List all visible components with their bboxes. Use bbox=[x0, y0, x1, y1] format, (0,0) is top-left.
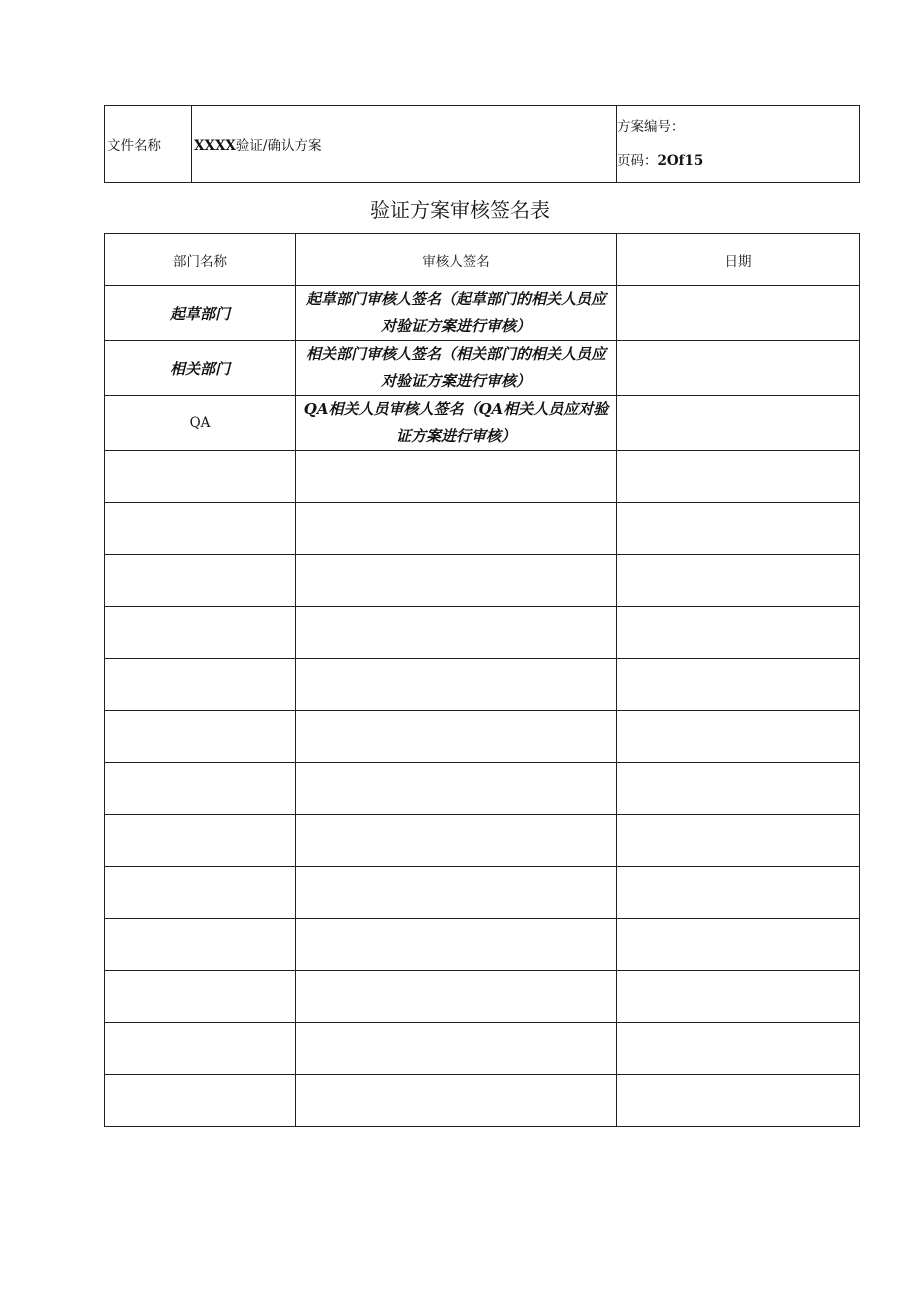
page-value: 2Of15 bbox=[657, 153, 704, 169]
blank-table-row bbox=[105, 503, 860, 555]
file-name-text: 验证/确认方案 bbox=[235, 138, 322, 154]
blank-date-cell[interactable] bbox=[617, 711, 860, 763]
blank-date-cell[interactable] bbox=[617, 555, 860, 607]
blank-signature-cell[interactable] bbox=[296, 763, 617, 815]
signature-cell[interactable]: QA相关人员审核人签名（QA相关人员应对验证方案进行审核） bbox=[296, 396, 617, 451]
date-cell[interactable] bbox=[617, 286, 860, 341]
column-header-date: 日期 bbox=[617, 234, 860, 286]
table-row bbox=[105, 396, 860, 451]
blank-date-cell[interactable] bbox=[617, 607, 860, 659]
blank-signature-cell[interactable] bbox=[296, 919, 617, 971]
file-name-code: XXXX bbox=[194, 138, 236, 154]
blank-signature-cell[interactable] bbox=[296, 971, 617, 1023]
blank-table-row bbox=[105, 1075, 860, 1127]
blank-department-cell[interactable] bbox=[105, 763, 296, 815]
department-cell: 起草部门 bbox=[105, 286, 296, 341]
blank-date-cell[interactable] bbox=[617, 971, 860, 1023]
blank-signature-cell[interactable] bbox=[296, 815, 617, 867]
date-cell[interactable] bbox=[617, 341, 860, 396]
file-name-label: 文件名称 bbox=[105, 106, 192, 183]
blank-signature-cell[interactable] bbox=[296, 867, 617, 919]
column-header-signature: 审核人签名 bbox=[296, 234, 617, 286]
page-label: 页码： bbox=[617, 153, 658, 169]
signature-cell[interactable]: 起草部门审核人签名（起草部门的相关人员应对验证方案进行审核） bbox=[296, 286, 617, 341]
file-name-value bbox=[192, 106, 617, 183]
blank-date-cell[interactable] bbox=[617, 763, 860, 815]
document-header-table bbox=[104, 105, 860, 183]
blank-signature-cell[interactable] bbox=[296, 659, 617, 711]
blank-table-row bbox=[105, 451, 860, 503]
blank-table-row bbox=[105, 867, 860, 919]
blank-date-cell[interactable] bbox=[617, 451, 860, 503]
blank-department-cell[interactable] bbox=[105, 711, 296, 763]
blank-signature-cell[interactable] bbox=[296, 607, 617, 659]
blank-table-row bbox=[105, 607, 860, 659]
blank-table-row bbox=[105, 815, 860, 867]
blank-department-cell[interactable] bbox=[105, 1075, 296, 1127]
blank-table-row bbox=[105, 1023, 860, 1075]
blank-department-cell[interactable] bbox=[105, 1023, 296, 1075]
blank-department-cell[interactable] bbox=[105, 503, 296, 555]
blank-table-row bbox=[105, 555, 860, 607]
blank-date-cell[interactable] bbox=[617, 1023, 860, 1075]
table-row bbox=[105, 286, 860, 341]
blank-signature-cell[interactable] bbox=[296, 555, 617, 607]
blank-signature-cell[interactable] bbox=[296, 711, 617, 763]
blank-signature-cell[interactable] bbox=[296, 503, 617, 555]
blank-table-row bbox=[105, 763, 860, 815]
blank-department-cell[interactable] bbox=[105, 815, 296, 867]
signature-cell[interactable]: 相关部门审核人签名（相关部门的相关人员应对验证方案进行审核） bbox=[296, 341, 617, 396]
blank-date-cell[interactable] bbox=[617, 867, 860, 919]
blank-table-row bbox=[105, 659, 860, 711]
blank-date-cell[interactable] bbox=[617, 815, 860, 867]
scheme-number-label: 方案编号： bbox=[617, 119, 685, 135]
blank-signature-cell[interactable] bbox=[296, 1023, 617, 1075]
document-meta bbox=[617, 106, 860, 183]
table-row bbox=[105, 341, 860, 396]
blank-department-cell[interactable] bbox=[105, 919, 296, 971]
blank-department-cell[interactable] bbox=[105, 451, 296, 503]
blank-signature-cell[interactable] bbox=[296, 1075, 617, 1127]
blank-department-cell[interactable] bbox=[105, 971, 296, 1023]
blank-date-cell[interactable] bbox=[617, 659, 860, 711]
blank-department-cell[interactable] bbox=[105, 607, 296, 659]
department-cell: QA bbox=[105, 396, 296, 451]
blank-date-cell[interactable] bbox=[617, 503, 860, 555]
blank-date-cell[interactable] bbox=[617, 1075, 860, 1127]
date-cell[interactable] bbox=[617, 396, 860, 451]
signature-table bbox=[104, 233, 860, 1127]
blank-department-cell[interactable] bbox=[105, 659, 296, 711]
blank-department-cell[interactable] bbox=[105, 555, 296, 607]
page-title: 验证方案审核签名表 bbox=[370, 198, 550, 222]
blank-department-cell[interactable] bbox=[105, 867, 296, 919]
blank-table-row bbox=[105, 919, 860, 971]
department-cell: 相关部门 bbox=[105, 341, 296, 396]
table-header-row bbox=[105, 234, 860, 286]
signature-table-body bbox=[105, 286, 860, 1127]
page-number bbox=[617, 144, 859, 178]
column-header-department: 部门名称 bbox=[105, 234, 296, 286]
blank-table-row bbox=[105, 971, 860, 1023]
blank-date-cell[interactable] bbox=[617, 919, 860, 971]
blank-table-row bbox=[105, 711, 860, 763]
blank-signature-cell[interactable] bbox=[296, 451, 617, 503]
